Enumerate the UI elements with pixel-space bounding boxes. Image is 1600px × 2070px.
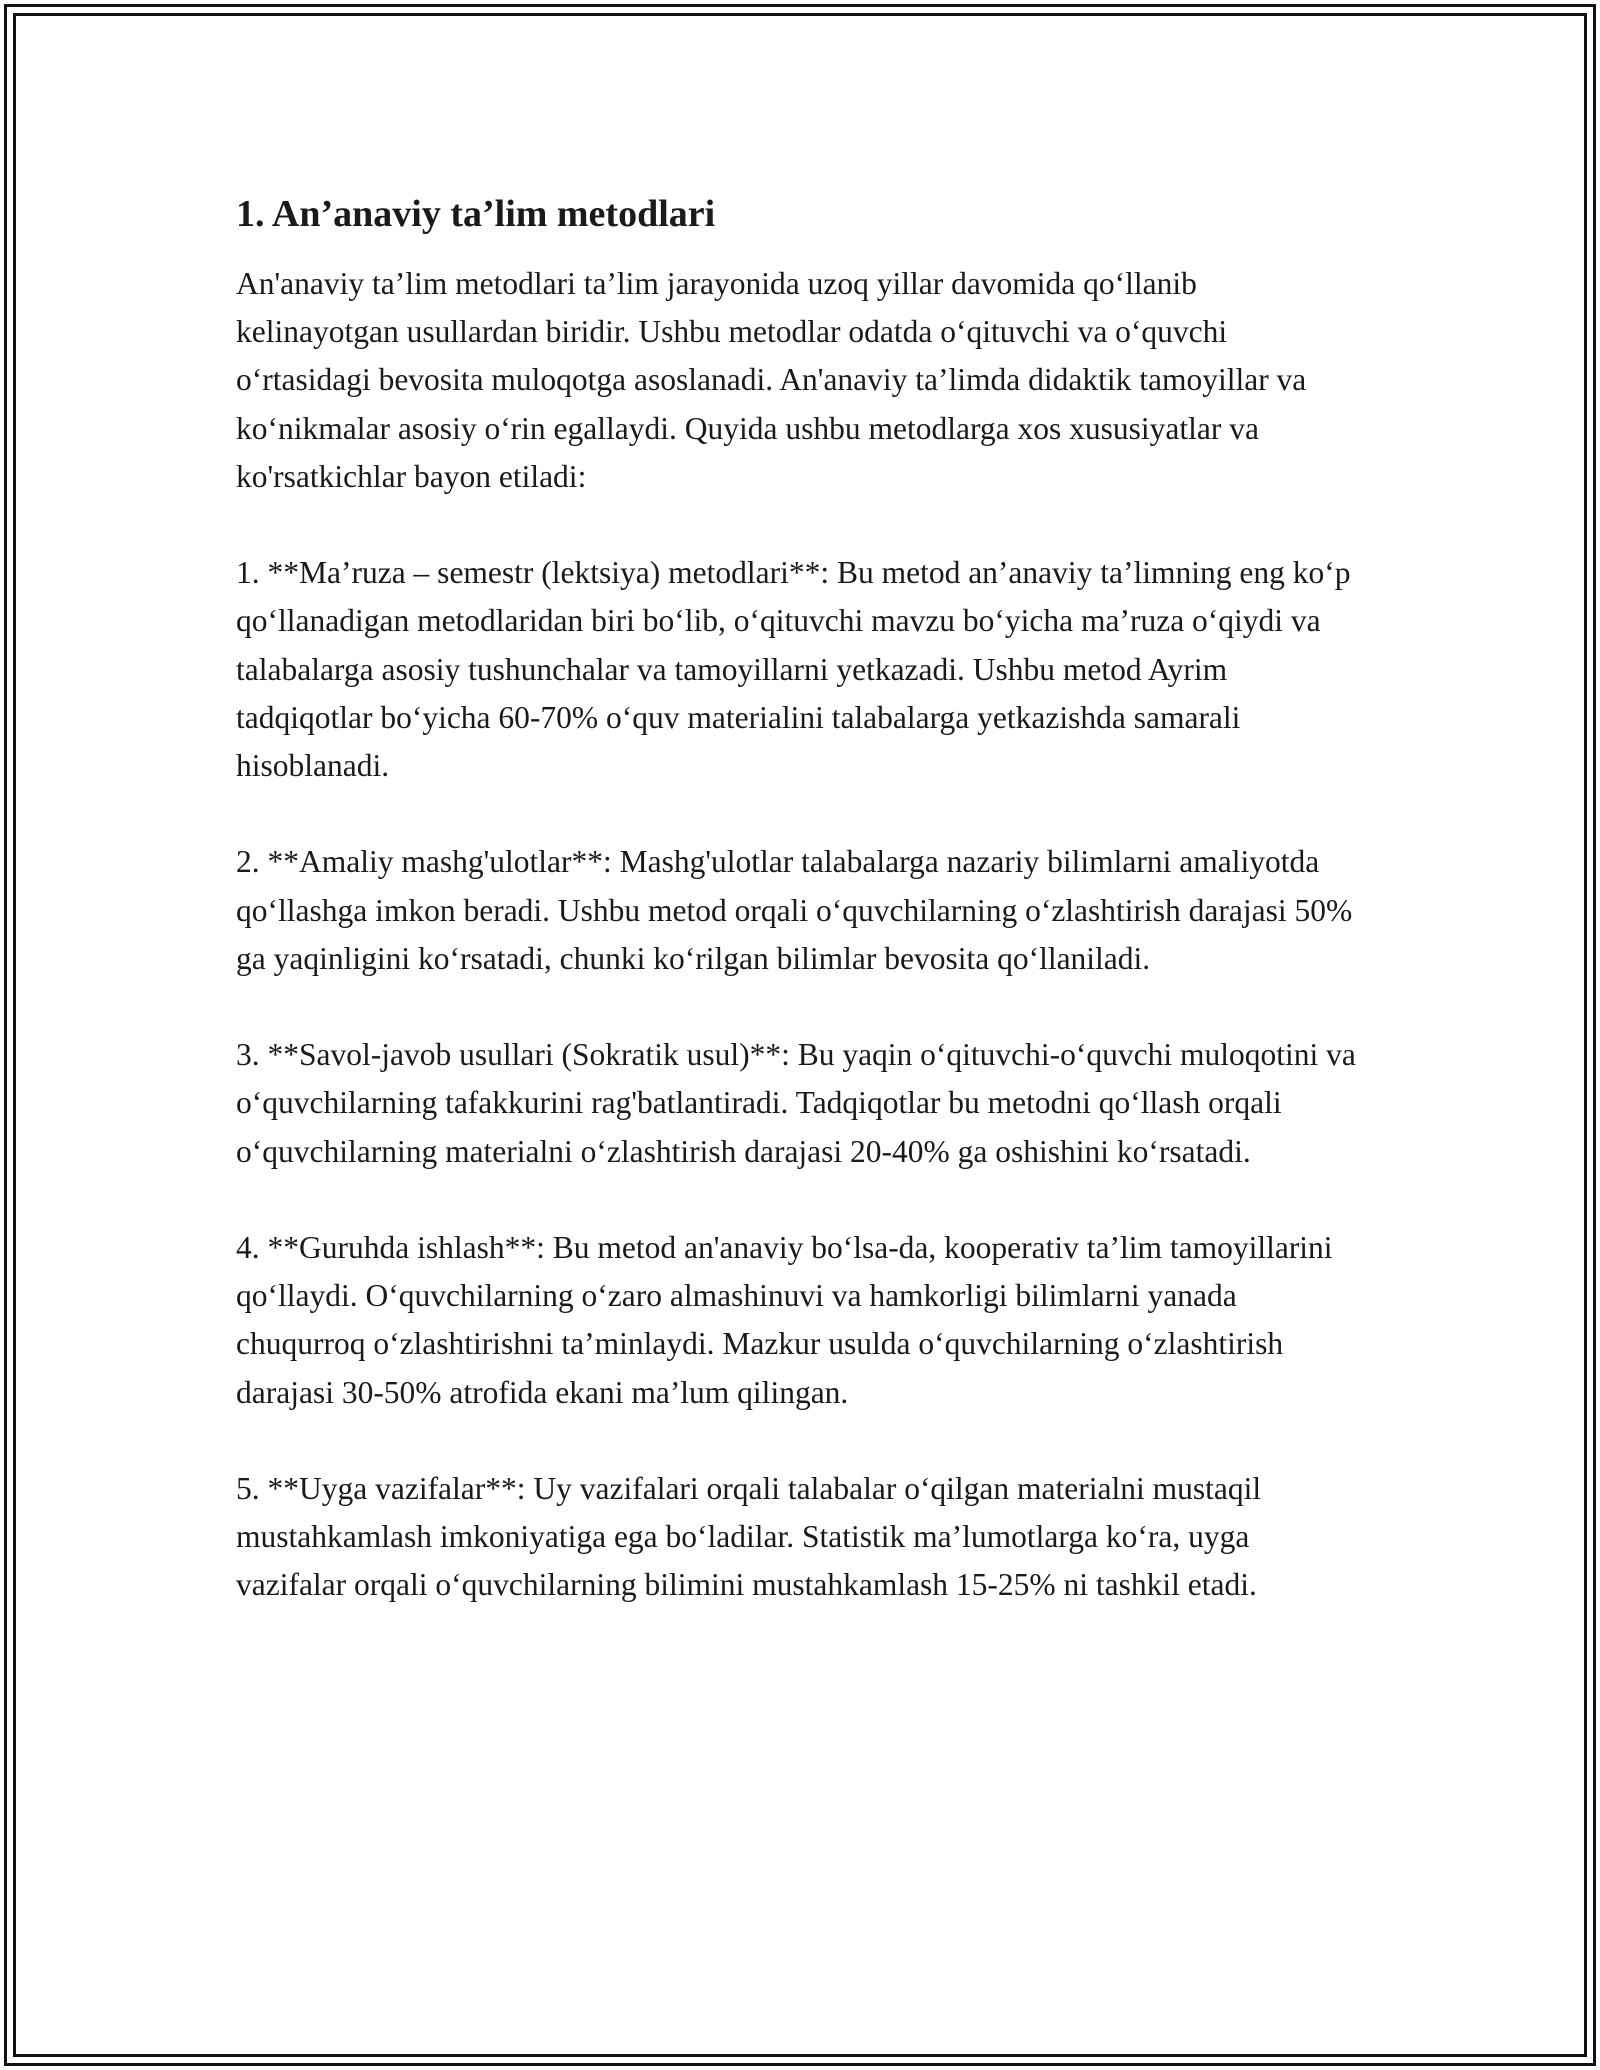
list-item-question-answer: 3. **Savol-javob usullari (Sokratik usul)**: Bu yaqin o‘qituvchi-o‘quvchi muloqotini va o‘quvchilarning tafakkurini rag'batlantiradi. Tadqiqotlar bu metodni qo‘llash orqali o‘quvchilarning materialni o‘zlashtirish darajasi 20-40% ga oshishini ko‘rsatadi. <box>236 1037 1356 1169</box>
list-item-group-work: 4. **Guruhda ishlash**: Bu metod an'anaviy bo‘lsa-da, kooperativ ta’lim tamoyillarini qo‘llaydi. O‘quvchilarning o‘zaro almashinuvi va hamkorligi bilimlarni yanada chuqurroq o‘zlashtirishni ta’minlaydi. Mazkur usulda o‘quvchilarning o‘zlashtirish darajasi 30-50% atrofida ekani ma’lum qilingan. <box>236 1230 1333 1410</box>
document-body <box>236 188 1360 1610</box>
list-item-practical-sessions: 2. **Amaliy mashg'ulotlar**: Mashg'ulotlar talabalarga nazariy bilimlarni amaliyotda qo‘llashga imkon beradi. Ushbu metod orqali o‘quvchilarning o‘zlashtirish darajasi 50% ga yaqinligini ko‘rsatadi, chunki ko‘rilgan bilimlar bevosita qo‘llaniladi. <box>236 844 1353 976</box>
intro-paragraph: An'anaviy ta’lim metodlari ta’lim jarayonida uzoq yillar davomida qo‘llanib kelinayotgan usullardan biridir. Ushbu metodlar odatda o‘qituvchi va o‘quvchi o‘rtasidagi bevosita muloqotga asoslanadi. An'anaviy ta’limda didaktik tamoyillar va ko‘nikmalar asosiy o‘rin egallaydi. Quyida ushbu metodlarga xos xususiyatlar va ko'rsatkichlar bayon etiladi: <box>236 266 1307 494</box>
section-heading: 1. An’anaviy ta’lim metodlari <box>236 193 716 235</box>
list-item-lecture-method: 1. **Ma’ruza – semestr (lektsiya) metodlari**: Bu metod an’anaviy ta’limning eng ko‘p qo‘llanadigan metodlaridan biri bo‘lib, o‘qituvchi mavzu bo‘yicha ma’ruza o‘qiydi va talabalarga asosiy tushunchalar va tamoyillarni yetkazadi. Ushbu metod Ayrim tadqiqotlar bo‘yicha 60-70% o‘quv materialini talabalarga yetkazishda samarali hisoblanadi. <box>236 555 1351 784</box>
list-item-homework: 5. **Uyga vazifalar**: Uy vazifalari orqali talabalar o‘qilgan materialni mustaqil mustahkamlash imkoniyatiga ega bo‘ladilar. Statistik ma’lumotlarga ko‘ra, uyga vazifalar orqali o‘quvchilarning bilimini mustahkamlash 15-25% ni tashkil etadi. <box>236 1471 1262 1603</box>
